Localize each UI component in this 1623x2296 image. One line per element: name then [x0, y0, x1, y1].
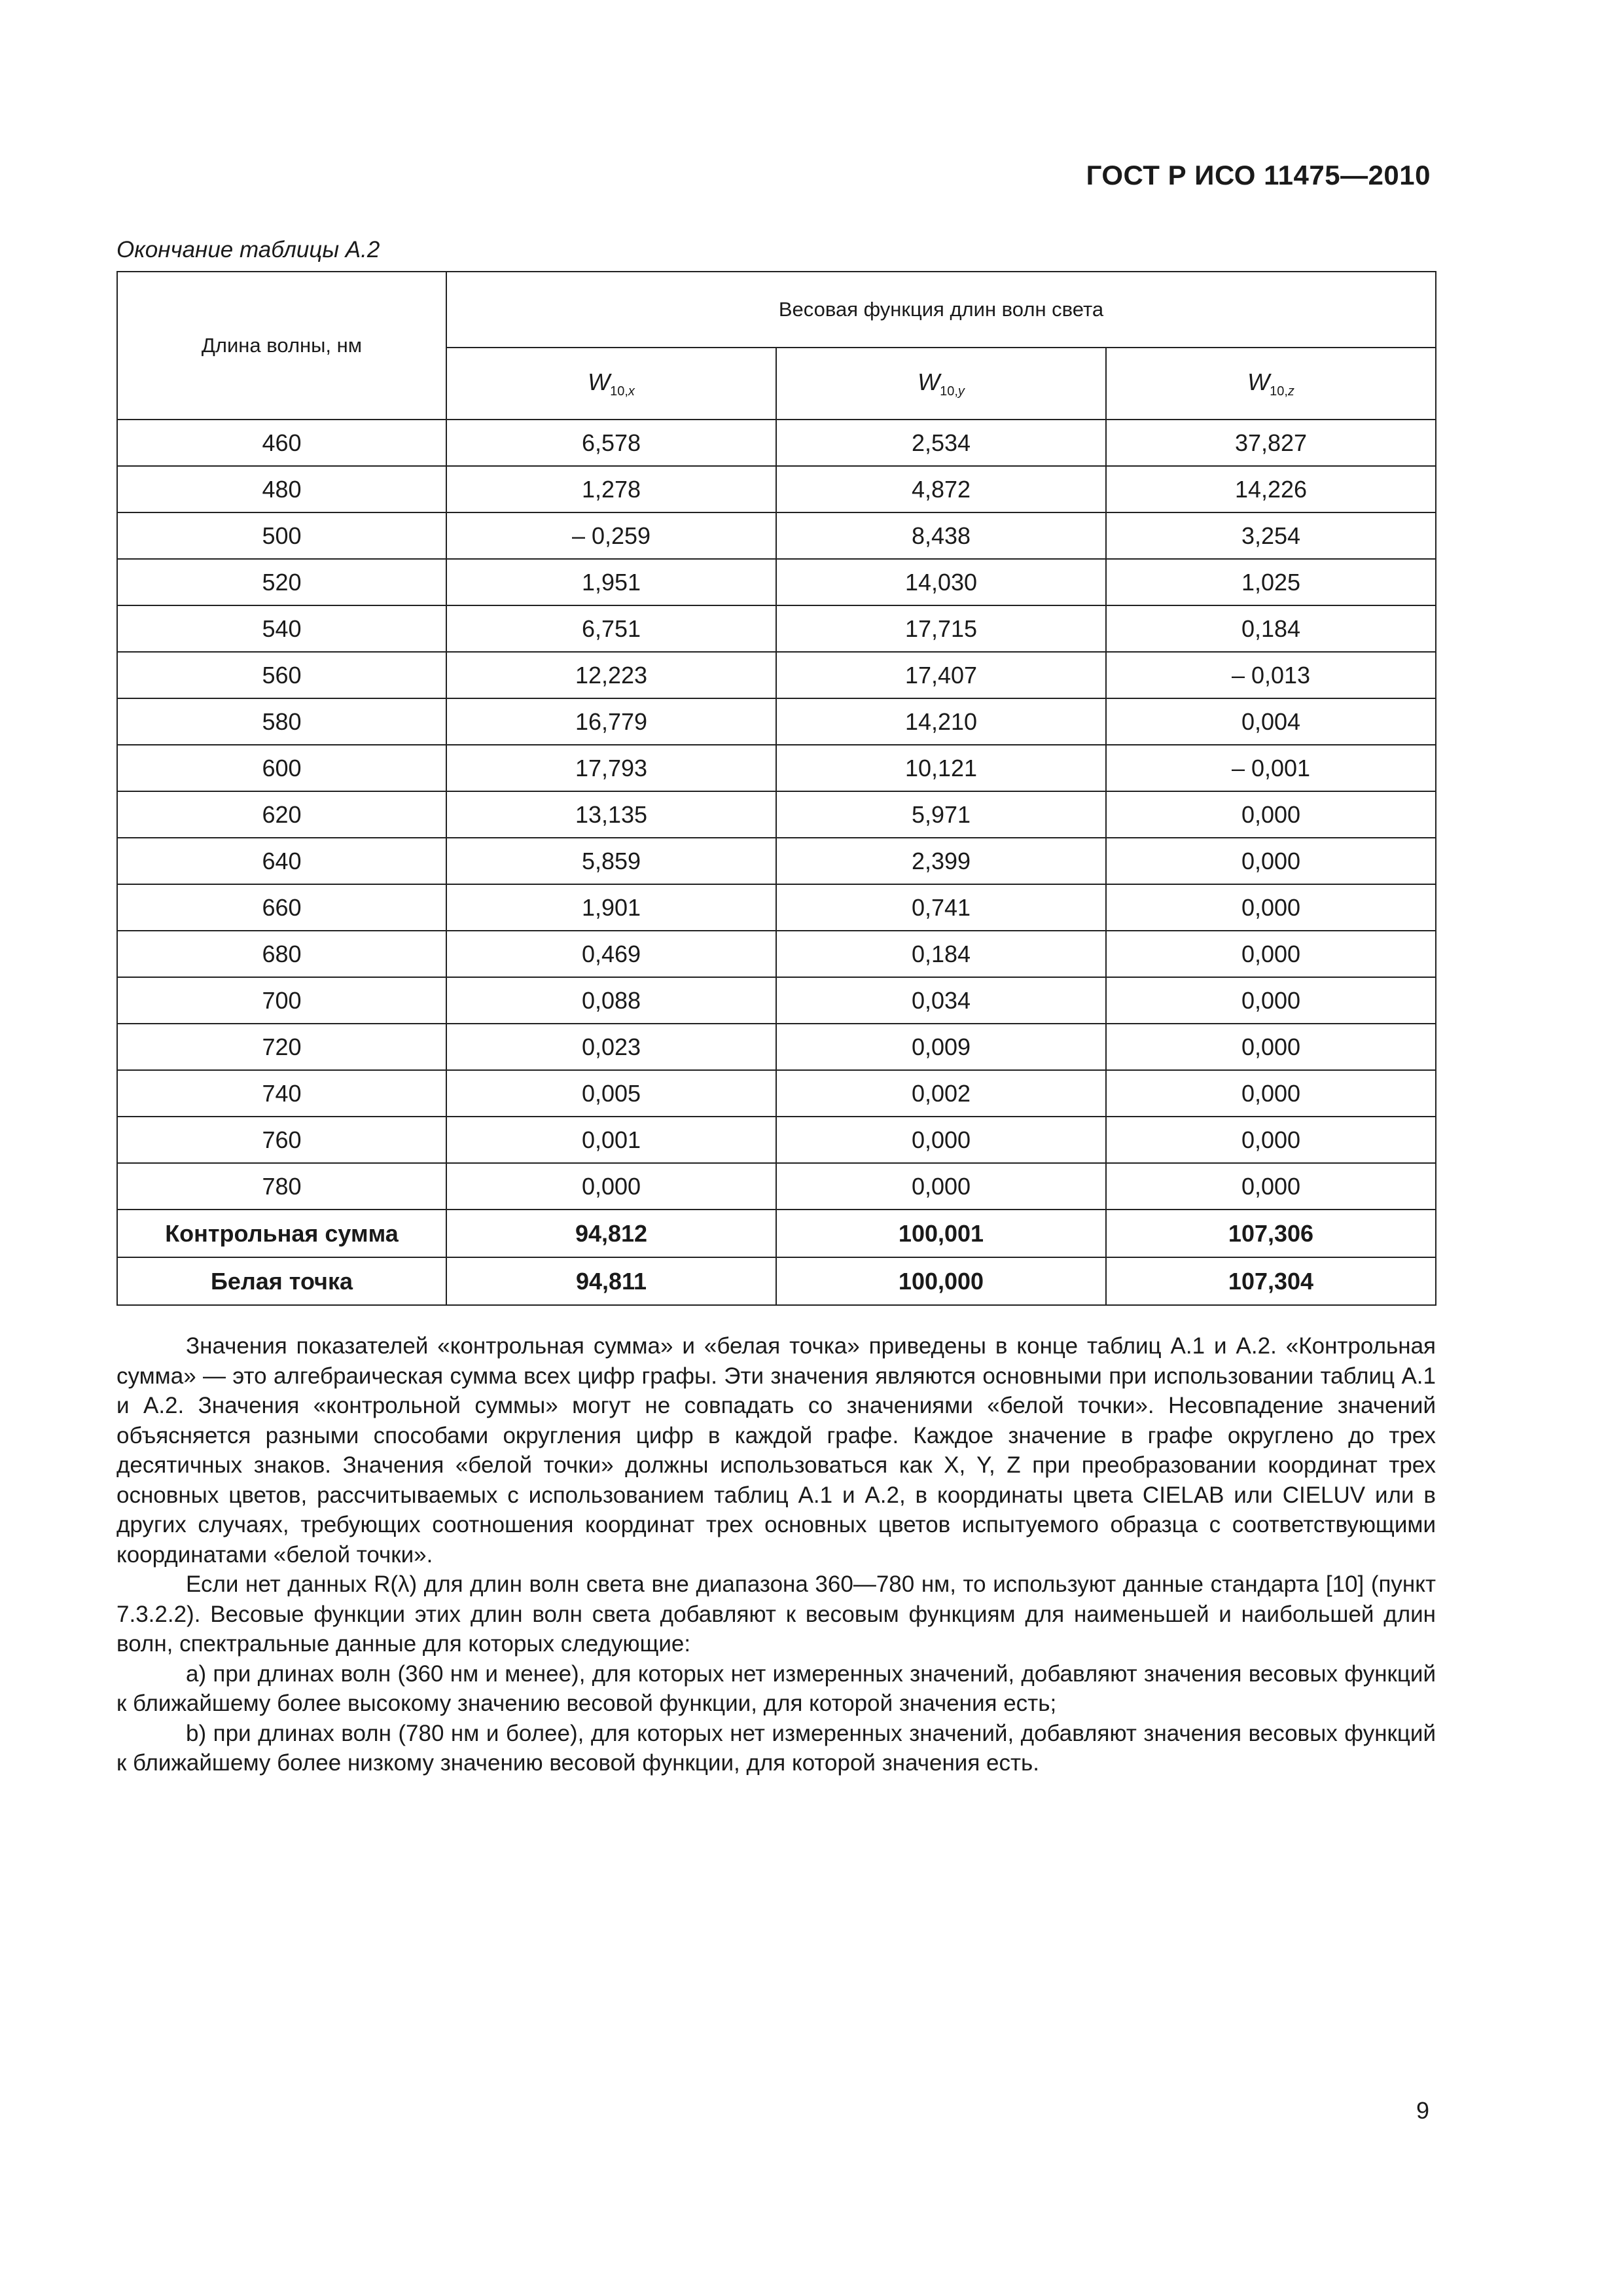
table-row — [117, 605, 1436, 652]
value-cell: 14,210 — [776, 698, 1106, 745]
value-cell: 16,779 — [446, 698, 776, 745]
wavelength-cell: 660 — [117, 884, 446, 931]
summary-value-cell: 107,304 — [1106, 1257, 1436, 1305]
wavelength-cell: 760 — [117, 1117, 446, 1163]
wavelength-cell: 740 — [117, 1070, 446, 1117]
page-number: 9 — [1416, 2097, 1429, 2124]
value-cell: 0,741 — [776, 884, 1106, 931]
column-header-w10y: $W_{10,y}$ — [776, 348, 1106, 420]
table-caption: Окончание таблицы А.2 — [116, 237, 380, 262]
table-row — [117, 745, 1436, 791]
table-row — [117, 1117, 1436, 1163]
value-cell: 12,223 — [446, 652, 776, 698]
weighting-function-table — [116, 271, 1436, 1306]
value-cell: 0,002 — [776, 1070, 1106, 1117]
value-cell: 0,000 — [1106, 791, 1436, 838]
value-cell: 0,023 — [446, 1024, 776, 1070]
table-row — [117, 420, 1436, 466]
value-cell: 5,859 — [446, 838, 776, 884]
table-row — [117, 466, 1436, 512]
checksum-row — [117, 1210, 1436, 1257]
value-cell: 1,025 — [1106, 559, 1436, 605]
value-cell: 0,000 — [1106, 1070, 1436, 1117]
column-header-w10x: $W_{10,x}$ — [446, 348, 776, 420]
value-cell: 37,827 — [1106, 420, 1436, 466]
wavelength-cell: 540 — [117, 605, 446, 652]
value-cell: 4,872 — [776, 466, 1106, 512]
summary-value-cell: 107,306 — [1106, 1210, 1436, 1257]
table-row — [117, 559, 1436, 605]
value-cell: 0,000 — [446, 1163, 776, 1210]
table-row — [117, 1070, 1436, 1117]
value-cell: 0,005 — [446, 1070, 776, 1117]
value-cell: 0,004 — [1106, 698, 1436, 745]
wavelength-cell: 720 — [117, 1024, 446, 1070]
wavelength-cell: 580 — [117, 698, 446, 745]
value-cell: – 0,001 — [1106, 745, 1436, 791]
value-cell: 0,000 — [1106, 1024, 1436, 1070]
value-cell: 10,121 — [776, 745, 1106, 791]
value-cell: 17,793 — [446, 745, 776, 791]
value-cell: 17,715 — [776, 605, 1106, 652]
value-cell: 0,088 — [446, 977, 776, 1024]
wavelength-cell: 620 — [117, 791, 446, 838]
value-cell: 0,000 — [1106, 977, 1436, 1024]
table-row — [117, 512, 1436, 559]
value-cell: 0,000 — [1106, 838, 1436, 884]
wavelength-cell: 480 — [117, 466, 446, 512]
value-cell: 0,000 — [776, 1117, 1106, 1163]
column-group-header: Весовая функция длин волн света — [446, 272, 1436, 348]
wavelength-cell: 500 — [117, 512, 446, 559]
table-row — [117, 1163, 1436, 1210]
table-row — [117, 1024, 1436, 1070]
table-row — [117, 931, 1436, 977]
table-row — [117, 977, 1436, 1024]
table-row — [117, 884, 1436, 931]
value-cell: 1,951 — [446, 559, 776, 605]
value-cell: 0,009 — [776, 1024, 1106, 1070]
summary-label-cell: Контрольная сумма — [117, 1210, 446, 1257]
summary-value-cell: 100,001 — [776, 1210, 1106, 1257]
document-code: ГОСТ Р ИСО 11475—2010 — [1086, 160, 1431, 190]
paragraph: Значения показателей «контрольная сумма» и «белая точка» приведены в конце таблиц А.1 и А.2. «Контрольная сумма» — это алгебраическая сумма всех цифр графы. Эти значения являются основными при использовании таблиц А.1 и А.2. Значения «контрольной суммы» могут не совпадать со значениями «белой точки». Несовпадение значений объясняется разными способами округления цифр в каждой графе. Каждое значение в графе округлено до трех десятичных знаков. Значения «белой точки» должны использоваться как X, Y, Z при преобразовании координат трех основных цветов, рассчитываемых с использованием таблиц А.1 и А.2, в координаты цвета CIELAB или CIELUV или в других случаях, требующих соотношения координат трех основных цветов испытуемого образца с соответствующими координатами «белой точки». — [116, 1333, 1436, 1568]
white-point-row — [117, 1257, 1436, 1305]
value-cell: 17,407 — [776, 652, 1106, 698]
value-cell: 13,135 — [446, 791, 776, 838]
wavelength-cell: 640 — [117, 838, 446, 884]
value-cell: 6,751 — [446, 605, 776, 652]
value-cell: 0,034 — [776, 977, 1106, 1024]
wavelength-cell: 520 — [117, 559, 446, 605]
summary-value-cell: 100,000 — [776, 1257, 1106, 1305]
wavelength-cell: 680 — [117, 931, 446, 977]
value-cell: 0,469 — [446, 931, 776, 977]
value-cell: 6,578 — [446, 420, 776, 466]
paragraph: b) при длинах волн (780 нм и более), для которых нет измеренных значений, добавляют значения весовых функций к ближайшему более низкому значению весовой функции, для которой значения есть. — [116, 1720, 1436, 1776]
value-cell: 14,030 — [776, 559, 1106, 605]
paragraph: Если нет данных R(λ) для длин волн света вне диапазона 360—780 нм, то используют данные стандарта [10] (пункт 7.3.2.2). Весовые функции этих длин волн света добавляют к весовым функциям для наименьшей и наибольшей длин волн, спектральные данные для которых следующие: — [116, 1571, 1436, 1657]
value-cell: – 0,259 — [446, 512, 776, 559]
wavelength-cell: 780 — [117, 1163, 446, 1210]
wavelength-cell: 600 — [117, 745, 446, 791]
value-cell: 0,000 — [776, 1163, 1106, 1210]
value-cell: 3,254 — [1106, 512, 1436, 559]
summary-label-cell: Белая точка — [117, 1257, 446, 1305]
table-row — [117, 791, 1436, 838]
value-cell: 0,000 — [1106, 931, 1436, 977]
table-row — [117, 652, 1436, 698]
value-cell: 2,399 — [776, 838, 1106, 884]
value-cell: 0,000 — [1106, 1117, 1436, 1163]
value-cell: 1,278 — [446, 466, 776, 512]
summary-value-cell: 94,811 — [446, 1257, 776, 1305]
value-cell: 0,001 — [446, 1117, 776, 1163]
wavelength-cell: 700 — [117, 977, 446, 1024]
value-cell: 1,901 — [446, 884, 776, 931]
wavelength-cell: 560 — [117, 652, 446, 698]
table-row — [117, 838, 1436, 884]
value-cell: 14,226 — [1106, 466, 1436, 512]
value-cell: 2,534 — [776, 420, 1106, 466]
value-cell: 0,000 — [1106, 1163, 1436, 1210]
wavelength-cell: 460 — [117, 420, 446, 466]
value-cell: 0,184 — [1106, 605, 1436, 652]
paragraph: a) при длинах волн (360 нм и менее), для которых нет измеренных значений, добавляют значения весовых функций к ближайшему более высокому значению весовой функции, для которой значения есть; — [116, 1660, 1436, 1716]
value-cell: 0,184 — [776, 931, 1106, 977]
explanatory-text — [116, 1331, 1436, 1778]
value-cell: 8,438 — [776, 512, 1106, 559]
value-cell: – 0,013 — [1106, 652, 1436, 698]
column-header-w10z: $W_{10,z}$ — [1106, 348, 1436, 420]
column-header-wavelength: Длина волны, нм — [117, 272, 446, 420]
value-cell: 0,000 — [1106, 884, 1436, 931]
summary-value-cell: 94,812 — [446, 1210, 776, 1257]
table-row — [117, 698, 1436, 745]
value-cell: 5,971 — [776, 791, 1106, 838]
